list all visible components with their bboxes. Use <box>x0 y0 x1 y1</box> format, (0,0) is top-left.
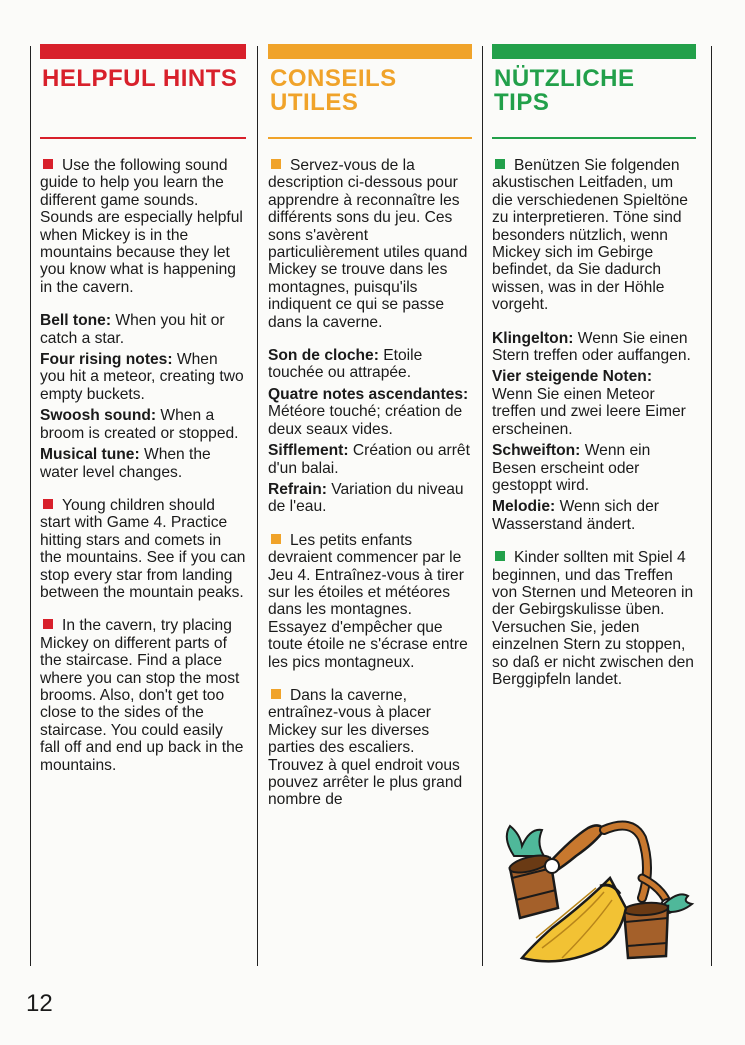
right-rule <box>711 46 712 966</box>
sound-entry <box>492 368 696 438</box>
sound-description: Wenn ein Besen erscheint oder gestoppt wird. <box>492 442 651 494</box>
paragraph <box>492 549 696 688</box>
broom-with-buckets-illustration <box>492 808 702 978</box>
heading-rule <box>492 137 696 139</box>
paragraph-text: Benützen Sie folgenden akustischen Leitfaden, um die verschiedenen Spieltöne zu interpretieren. Töne sind besonders nützlich, wenn Mickey sich im Gebirge befindet, da Sie dadurch wissen, was in der Höhle vorgeht. <box>492 157 688 314</box>
column-heading: CONSEILS UTILES <box>270 65 397 116</box>
bullet-square-icon <box>43 499 53 509</box>
sound-entry <box>268 347 472 382</box>
heading-rule <box>268 137 472 139</box>
sound-description: Météore touché; création de deux seaux vides. <box>268 403 463 438</box>
sound-entry <box>268 442 472 477</box>
sound-description: When you hit or catch a star. <box>40 312 225 347</box>
sound-description: Etoile touchée ou attrapée. <box>268 347 423 382</box>
heading-box <box>40 67 246 137</box>
column-top-bar <box>492 44 696 59</box>
paragraph <box>268 157 472 331</box>
sound-term: Schweifton: <box>492 442 581 460</box>
paragraph <box>268 687 472 809</box>
water-splash-left <box>507 826 544 856</box>
sound-term: Bell tone: <box>40 312 112 330</box>
heading-rule <box>40 137 246 139</box>
bullet-square-icon <box>495 159 505 169</box>
column-german <box>492 44 696 704</box>
sound-entry <box>40 407 246 442</box>
sound-description: Variation du niveau de l'eau. <box>268 480 464 516</box>
bullet-square-icon <box>271 689 281 699</box>
column-french <box>268 44 472 825</box>
left-rule <box>30 46 31 966</box>
column-heading: HELPFUL HINTS <box>42 65 238 92</box>
paragraph <box>40 157 246 296</box>
paragraph-text: Les petits enfants devraient commencer par le Jeu 4. Entraînez-vous à tirer sur les étoiles et météores dans les montagnes. Essayez d'empêcher que toute étoile ne s'écrase entre les pics montagneux. <box>268 531 468 671</box>
sound-entry <box>40 446 246 481</box>
bullet-square-icon <box>271 159 281 169</box>
column-divider-2 <box>482 46 483 966</box>
paragraph-text: Young children should start with Game 4. Practice hitting stars and comets in the mountains. See if you can stop every star from landing between the mountain peaks. <box>40 496 246 601</box>
sound-description: When a broom is created or stopped. <box>40 407 239 442</box>
sound-term: Four rising notes: <box>40 351 173 369</box>
sound-term: Vier steigende Noten: <box>492 368 653 386</box>
paragraph-text: Servez-vous de la description ci-dessous pour apprendre à reconnaître les différents sons du jeu. Ces sons s'avèrent particulièrement utiles quand Mickey se trouve dans les montagnes, puisqu'ils indiquent ce qui se passe dans la caverne. <box>268 157 468 331</box>
paragraph-text: Kinder sollten mit Spiel 4 beginnen, und das Treffen von Sternen und Meteoren in der Gebirgskulisse üben. Versuchen Sie, jeden einzelnen Stern zu stoppen, so daß er nicht zwischen den Berggipfeln landet. <box>492 549 694 688</box>
sound-term: Musical tune: <box>40 446 140 464</box>
sound-entry <box>268 386 472 438</box>
paragraph-text: Use the following sound guide to help you learn the different game sounds. Sounds are especially helpful when Mickey is in the mountains because they let you know what is happening in the cavern. <box>40 157 243 296</box>
paragraph <box>268 532 472 671</box>
sound-description: When the water level changes. <box>40 446 211 481</box>
column-top-bar <box>40 44 246 59</box>
sound-description: Création ou arrêt d'un balai. <box>268 442 470 477</box>
sound-description: Wenn Sie einen Meteor treffen und zwei leere Eimer erscheinen. <box>492 385 686 438</box>
glove-left <box>545 859 559 873</box>
paragraph-text: Dans la caverne, entraînez-vous à placer Mickey sur les diverses parties des escaliers. Trouvez à quel endroit vous pouvez arrêter le plus grand nombre de <box>268 686 463 809</box>
column-english <box>40 44 246 790</box>
bullet-square-icon <box>495 551 505 561</box>
heading-box <box>492 67 696 137</box>
column-divider-1 <box>257 46 258 966</box>
page-number: 12 <box>26 990 53 1017</box>
sound-entry <box>492 330 696 365</box>
bullet-square-icon <box>271 534 281 544</box>
sound-term: Refrain: <box>268 480 327 498</box>
sound-term: Melodie: <box>492 498 556 516</box>
column-body <box>268 157 472 809</box>
sound-entry <box>40 312 246 347</box>
column-heading: NÜTZLICHE TIPS <box>494 65 635 116</box>
sound-term: Son de cloche: <box>268 347 379 365</box>
heading-box <box>268 67 472 137</box>
sound-description: Wenn sich der Wasserstand ändert. <box>492 498 659 533</box>
sound-term: Swoosh sound: <box>40 407 157 425</box>
paragraph <box>492 157 696 314</box>
sound-entry <box>268 481 472 516</box>
sound-entry <box>492 498 696 533</box>
sound-description: Wenn Sie einen Stern treffen oder auffangen. <box>492 329 691 365</box>
paragraph-text: In the cavern, try placing Mickey on different parts of the staircase. Find a place where you can stop the most brooms. Also, don't get too close to the sides of the staircase. You could easily fall off and end up back in the mountains. <box>40 617 244 774</box>
paragraph <box>40 497 246 601</box>
bullet-square-icon <box>43 619 53 629</box>
sound-term: Quatre notes ascendantes: <box>268 385 469 403</box>
sound-description: When you hit a meteor, creating two empty buckets. <box>40 351 244 403</box>
column-body <box>492 157 696 688</box>
column-top-bar <box>268 44 472 59</box>
sound-entry <box>492 442 696 494</box>
paragraph <box>40 617 246 774</box>
sound-term: Klingelton: <box>492 329 574 347</box>
sound-entry <box>40 351 246 403</box>
sound-term: Sifflement: <box>268 442 349 460</box>
column-body <box>40 157 246 774</box>
bullet-square-icon <box>43 159 53 169</box>
